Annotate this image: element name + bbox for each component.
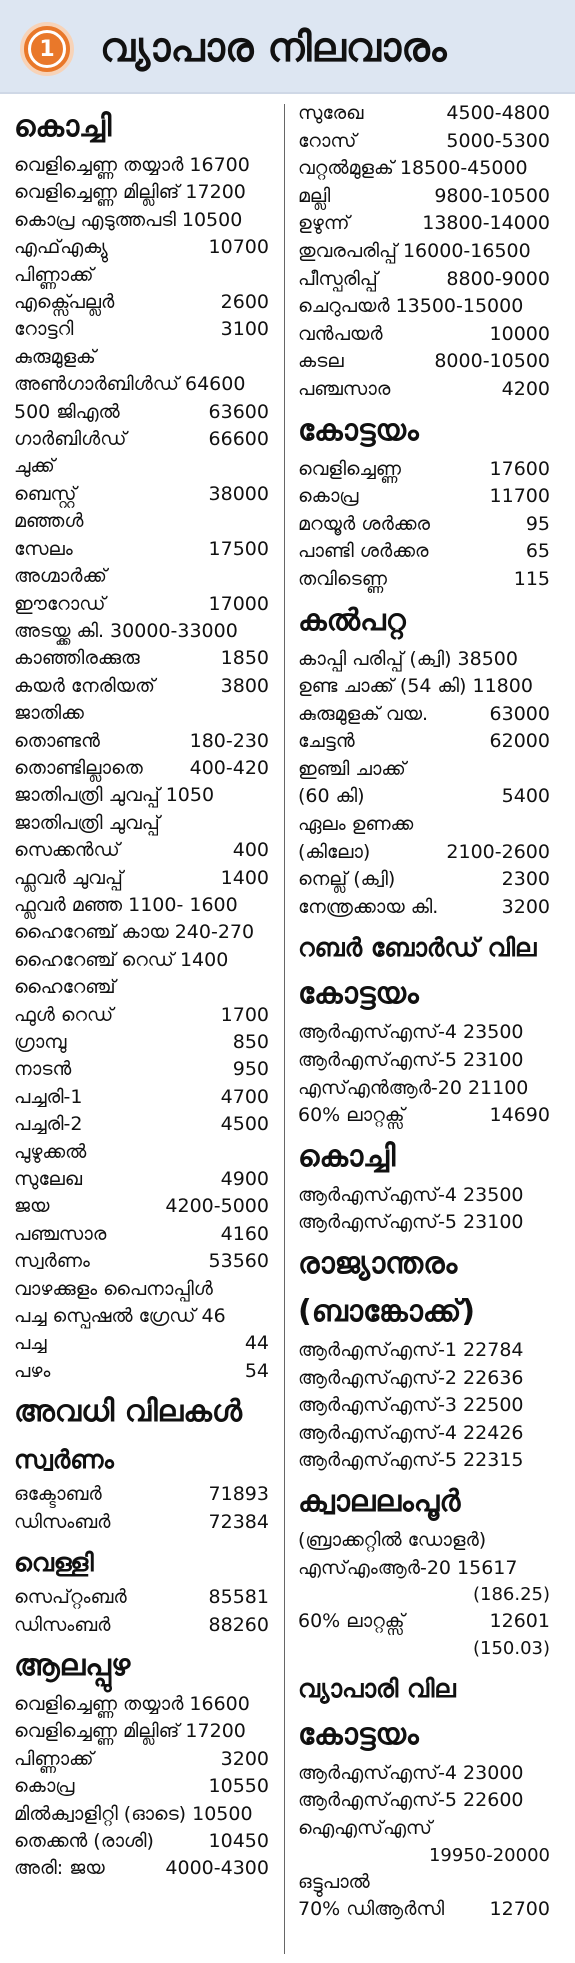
price-row bbox=[298, 183, 550, 211]
item-label: ആർഎസ്എസ്-5 23100 bbox=[298, 1211, 524, 1234]
price-row bbox=[14, 1276, 269, 1303]
item-label: (ബ്രാക്കറ്റിൽ ഡോളർ) bbox=[298, 1528, 487, 1551]
price-row bbox=[298, 155, 550, 183]
item-label: എസ്എംആർ-20 15617 bbox=[298, 1556, 518, 1579]
price-row bbox=[298, 1869, 550, 1897]
item-label: ബെസ്റ്റ് bbox=[14, 482, 77, 505]
price-row bbox=[14, 618, 269, 645]
item-price: 66600 bbox=[208, 428, 269, 451]
item-price: 180-230 bbox=[189, 729, 269, 752]
price-row bbox=[14, 645, 269, 672]
price-row bbox=[14, 1691, 269, 1718]
item-label: ഐഎസ്എസ് bbox=[298, 1816, 432, 1839]
item-price: 4160 bbox=[220, 1222, 269, 1245]
section-heading: ക്വാലലംപൂർ bbox=[298, 1483, 461, 1519]
price-row bbox=[14, 1481, 269, 1508]
item-price: 38000 bbox=[208, 482, 269, 505]
item-price: 12601 bbox=[489, 1610, 550, 1633]
item-label: ഫുൾ റെഡ് bbox=[14, 1003, 114, 1026]
item-price: 3200 bbox=[501, 895, 550, 918]
item-label: നാടൻ bbox=[14, 1058, 72, 1081]
item-label: ഉണ്ട ചാക്ക് (54 കി) 11800 bbox=[298, 675, 533, 698]
item-label: തൊണ്ടൻ bbox=[14, 729, 100, 752]
price-row bbox=[298, 1527, 550, 1555]
item-label: ആർഎസ്എസ്-4 23000 bbox=[298, 1761, 524, 1784]
item-label: ജാതിക്ക bbox=[14, 702, 84, 725]
section-heading: റബർ ബോർഡ് വില bbox=[298, 933, 537, 963]
item-label: സ്വർണം bbox=[14, 1250, 90, 1273]
section-heading: കൊച്ചി bbox=[14, 109, 112, 144]
item-price: 4200 bbox=[501, 377, 550, 400]
price-row bbox=[14, 974, 269, 1001]
item-price: 400 bbox=[232, 839, 269, 862]
price-row bbox=[298, 1365, 550, 1393]
item-price: 12700 bbox=[489, 1898, 550, 1921]
price-row bbox=[14, 344, 269, 371]
item-price: 9800-10500 bbox=[434, 184, 550, 207]
item-price: 10000 bbox=[489, 322, 550, 345]
item-label: പഞ്ചസാര bbox=[14, 1222, 107, 1245]
item-price: 65 bbox=[525, 540, 550, 563]
page-title: വ്യാപാര നിലവാരം bbox=[100, 25, 447, 71]
item-label: അൺഗാർബിൾഡ് 64600 bbox=[14, 373, 246, 396]
item-label: (60 കി) bbox=[298, 785, 365, 808]
item-label: ചേട്ടൻ bbox=[298, 730, 355, 753]
item-label: മഞ്ഞൾ bbox=[14, 510, 84, 533]
item-label: ആർഎസ്എസ്-2 22636 bbox=[298, 1366, 524, 1389]
item-label: ജയ bbox=[14, 1195, 50, 1218]
item-price: 44 bbox=[244, 1332, 269, 1355]
item-label: വെളിച്ചെണ്ണ തയ്യാർ 16700 bbox=[14, 154, 250, 176]
price-row bbox=[298, 538, 550, 566]
item-price: 4000-4300 bbox=[165, 1857, 269, 1880]
item-label: നെല്ല് (ക്വി) bbox=[298, 868, 396, 891]
item-price: 5000-5300 bbox=[446, 129, 550, 152]
item-label: ജാതിപത്രി ചുവപ്പ് 1050 bbox=[14, 784, 215, 807]
price-row bbox=[14, 755, 269, 782]
price-row bbox=[14, 563, 269, 590]
item-price: 14690 bbox=[489, 1104, 550, 1127]
price-row bbox=[14, 1084, 269, 1111]
item-price: 115 bbox=[513, 567, 550, 590]
item-price: 1400 bbox=[220, 866, 269, 889]
item-price: 3800 bbox=[220, 674, 269, 697]
price-row bbox=[298, 266, 550, 294]
price-row bbox=[14, 1248, 269, 1275]
item-price: 4900 bbox=[220, 1168, 269, 1191]
price-row bbox=[14, 481, 269, 508]
price-row bbox=[298, 1182, 550, 1210]
price-row bbox=[298, 1555, 550, 1583]
item-label: ആർഎസ്എസ്-5 22315 bbox=[298, 1449, 524, 1472]
price-row bbox=[14, 426, 269, 453]
item-price: 63600 bbox=[208, 400, 269, 423]
item-label: ജാതിപത്രി ചുവപ്പ് bbox=[14, 811, 160, 834]
item-label: പഴം bbox=[14, 1359, 51, 1382]
section-heading: കൽപറ്റ bbox=[298, 602, 406, 638]
item-price: 2100-2600 bbox=[446, 840, 550, 863]
price-row bbox=[298, 1447, 550, 1475]
item-label: ആർഎസ്എസ്-3 22500 bbox=[298, 1394, 524, 1417]
item-label: ഡിസംബർ bbox=[14, 1510, 111, 1533]
item-label: പച്ചരി-1 bbox=[14, 1085, 83, 1108]
price-row bbox=[14, 947, 269, 974]
section-heading: വ്യാപാരി വില bbox=[298, 1673, 456, 1703]
price-row bbox=[298, 1337, 550, 1365]
price-row bbox=[14, 316, 269, 343]
price-row bbox=[14, 673, 269, 700]
item-label: ചെറുപയർ 13500-15000 bbox=[298, 295, 524, 318]
price-row bbox=[14, 1166, 269, 1193]
number-badge-icon bbox=[20, 22, 74, 76]
price-row bbox=[14, 152, 269, 179]
price-row bbox=[14, 453, 269, 480]
page-header bbox=[0, 0, 575, 94]
item-label: തവിടെണ്ണ bbox=[298, 567, 387, 590]
item-price: 2600 bbox=[220, 291, 269, 314]
item-label: ഒട്ടുപാൽ bbox=[298, 1870, 370, 1893]
price-row bbox=[298, 839, 550, 867]
price-row bbox=[14, 837, 269, 864]
item-price: 2300 bbox=[501, 868, 550, 891]
right-column bbox=[298, 100, 550, 1924]
item-label: ഫ്ലവർ ചുവപ്പ് bbox=[14, 866, 123, 889]
price-row bbox=[298, 100, 550, 128]
item-label: കയർ നേരിയത് bbox=[14, 674, 155, 697]
item-label: വറ്റൽമുളക് 18500-45000 bbox=[298, 157, 528, 180]
item-label: ആർഎസ്എസ്-1 22784 bbox=[298, 1339, 524, 1361]
price-row bbox=[14, 1002, 269, 1029]
item-label: എഫ്എക്യു bbox=[14, 236, 108, 259]
item-price: 11700 bbox=[489, 485, 550, 508]
price-row bbox=[14, 591, 269, 618]
item-price: 71893 bbox=[208, 1483, 269, 1506]
item-label: മല്ലി bbox=[298, 184, 331, 207]
item-price: 4200-5000 bbox=[165, 1195, 269, 1218]
item-price: 5400 bbox=[501, 785, 550, 808]
item-label: വാഴക്കുളം പൈനാപ്പിൾ bbox=[14, 1277, 213, 1300]
section-heading: (ബാങ്കോക്ക്) bbox=[298, 1294, 476, 1329]
item-label: ഹൈറേഞ്ച് കായ 240-270 bbox=[14, 921, 255, 944]
price-row bbox=[298, 1075, 550, 1103]
price-row bbox=[14, 1746, 269, 1773]
price-row bbox=[298, 783, 550, 811]
item-label: തുവരപരിപ്പ് 16000-16500 bbox=[298, 239, 531, 262]
item-label: മിൽക്വാളിറ്റി (ഓടെ) 10500 bbox=[14, 1802, 253, 1825]
item-label: ഉഴുന്ന് bbox=[298, 212, 350, 235]
price-row bbox=[298, 1019, 550, 1047]
section-heading: കോട്ടയം bbox=[298, 976, 419, 1012]
item-label: 500 ജിഎൽ bbox=[14, 400, 120, 423]
item-label: ആർഎസ്എസ്-4 23500 bbox=[298, 1021, 524, 1044]
item-label: മറയൂർ ശർക്കര bbox=[298, 512, 431, 535]
item-price: 4700 bbox=[220, 1085, 269, 1108]
price-row bbox=[298, 1102, 550, 1130]
item-label: പിണ്ണാക്ക് bbox=[14, 1747, 94, 1770]
item-label: ഇഞ്ചി ചാക്ക് bbox=[298, 757, 406, 780]
item-price: 1850 bbox=[220, 647, 269, 670]
item-label: പച്ച bbox=[14, 1332, 47, 1355]
item-label: ഗ്രാമ്പു bbox=[14, 1031, 67, 1053]
price-row bbox=[14, 371, 269, 398]
item-label: ഈറോഡ് bbox=[14, 592, 106, 615]
item-price: 3100 bbox=[220, 318, 269, 341]
item-price: 4500-4800 bbox=[446, 102, 550, 124]
section-heading: കോട്ടയം bbox=[298, 412, 419, 448]
item-label: സേലം bbox=[14, 537, 73, 560]
price-row bbox=[14, 179, 269, 206]
price-row bbox=[14, 810, 269, 837]
price-row bbox=[14, 1509, 269, 1536]
price-row bbox=[14, 919, 269, 946]
item-price: 10550 bbox=[208, 1775, 269, 1798]
item-label: ആർഎസ്എസ്-5 23100 bbox=[298, 1049, 524, 1072]
price-row bbox=[14, 1330, 269, 1357]
price-row bbox=[298, 866, 550, 894]
price-row bbox=[298, 1420, 550, 1448]
price-row bbox=[14, 1139, 269, 1166]
price-row bbox=[298, 348, 550, 376]
item-label: കുരുമുളക് വയ. bbox=[298, 702, 429, 725]
price-row bbox=[14, 1584, 269, 1611]
price-row bbox=[298, 1209, 550, 1237]
price-row bbox=[298, 1896, 550, 1924]
item-price: 54 bbox=[244, 1359, 269, 1382]
item-label: കാപ്പി പരിപ്പ് (ക്വി) 38500 bbox=[298, 647, 518, 670]
price-row bbox=[298, 1392, 550, 1420]
item-label: കൊപ്ര bbox=[298, 485, 359, 508]
item-label: 60% ലാറ്റക്സ് bbox=[298, 1610, 405, 1633]
item-label: ആർഎസ്എസ്-4 22426 bbox=[298, 1421, 524, 1444]
item-price: 17600 bbox=[489, 457, 550, 480]
price-row bbox=[298, 701, 550, 729]
item-label: ആർഎസ്എസ്-5 22600 bbox=[298, 1789, 524, 1812]
price-row bbox=[298, 1760, 550, 1788]
item-label: കുരുമുളക് bbox=[14, 345, 96, 368]
item-label: റോസ് bbox=[298, 129, 357, 152]
item-label: ഏലം ഉണക്ക bbox=[298, 813, 414, 836]
price-row bbox=[14, 234, 269, 261]
item-price: 850 bbox=[232, 1031, 269, 1053]
item-price: 17000 bbox=[208, 592, 269, 615]
price-row bbox=[298, 728, 550, 756]
price-row bbox=[298, 210, 550, 238]
price-row bbox=[14, 1029, 269, 1056]
section-heading: അവധി വിലകൾ bbox=[14, 1394, 242, 1430]
item-label: വെളിച്ചെണ്ണ bbox=[298, 457, 401, 480]
item-label: പീസ്പരിപ്പ് bbox=[298, 267, 378, 290]
price-row bbox=[298, 293, 550, 321]
price-row bbox=[14, 1612, 269, 1639]
item-price: 1700 bbox=[220, 1003, 269, 1026]
price-row bbox=[298, 566, 550, 594]
price-row bbox=[14, 1111, 269, 1138]
item-label: ഫ്ലവർ മഞ്ഞ 1100- 1600 bbox=[14, 893, 238, 916]
price-row bbox=[298, 811, 550, 839]
item-label: പച്ച സ്പെഷൽ ഗ്രേഡ് 46 bbox=[14, 1305, 226, 1328]
item-label: ഹൈറേഞ്ച് റെഡ് 1400 bbox=[14, 948, 229, 971]
price-row bbox=[298, 376, 550, 404]
price-row bbox=[298, 756, 550, 784]
item-label: കടല bbox=[298, 350, 344, 373]
item-label: തൊണ്ടില്ലാതെ bbox=[14, 756, 143, 779]
item-label: അടയ്ക്ക കി. 30000-33000 bbox=[14, 619, 238, 642]
item-price: 4500 bbox=[220, 1113, 269, 1136]
item-label: വൻപയർ bbox=[298, 322, 383, 345]
price-row bbox=[298, 456, 550, 484]
price-row bbox=[298, 673, 550, 701]
item-price: 10450 bbox=[208, 1829, 269, 1852]
item-label: കൊപ്ര എടുത്തപടി 10500 bbox=[14, 208, 243, 231]
price-row bbox=[298, 1608, 550, 1636]
price-row bbox=[14, 1718, 269, 1745]
item-label: തെക്കൻ (രാശി) bbox=[14, 1829, 154, 1852]
sub-value: (186.25) bbox=[472, 1584, 550, 1606]
item-label: ഒക്ടോബർ bbox=[14, 1483, 102, 1506]
section-heading: ആലപ്പുഴ bbox=[14, 1647, 131, 1683]
price-row bbox=[14, 865, 269, 892]
item-label: ആർഎസ്എസ്-4 23500 bbox=[298, 1183, 524, 1206]
item-price: 85581 bbox=[208, 1586, 269, 1609]
price-row bbox=[298, 1815, 550, 1843]
item-label: 60% ലാറ്റക്സ് bbox=[298, 1104, 405, 1127]
item-price: 13800-14000 bbox=[422, 212, 550, 235]
price-row bbox=[298, 128, 550, 156]
item-label: സുരേഖ bbox=[298, 102, 364, 124]
price-row bbox=[14, 782, 269, 809]
item-label: പുഴുക്കൽ bbox=[14, 1140, 87, 1163]
item-label: പാണ്ടി ശർക്കര bbox=[298, 540, 429, 563]
item-price: 3200 bbox=[220, 1747, 269, 1770]
item-label: ഗാർബിൾഡ് bbox=[14, 428, 127, 451]
item-price: 72384 bbox=[208, 1510, 269, 1533]
price-row bbox=[14, 536, 269, 563]
item-label: പച്ചരി-2 bbox=[14, 1113, 83, 1136]
item-price: 950 bbox=[232, 1058, 269, 1081]
item-price: 400-420 bbox=[189, 756, 269, 779]
section-heading: രാജ്യാന്തരം bbox=[298, 1246, 458, 1281]
price-row bbox=[14, 1801, 269, 1828]
price-row bbox=[298, 1047, 550, 1075]
item-label: പഞ്ചസാര bbox=[298, 377, 391, 400]
price-row bbox=[14, 262, 269, 289]
price-columns bbox=[0, 100, 575, 1960]
item-label: ഹൈറേഞ്ച് bbox=[14, 976, 116, 999]
price-row bbox=[298, 511, 550, 539]
price-row bbox=[14, 508, 269, 535]
item-label: പിണ്ണാക്ക് bbox=[14, 263, 94, 286]
item-label: 70% ഡിആർസി bbox=[298, 1898, 445, 1921]
item-label: അരി: ജയ bbox=[14, 1857, 105, 1880]
price-row bbox=[14, 1221, 269, 1248]
item-label: എക്സ്പെല്ലർ bbox=[14, 291, 115, 314]
item-label: റോട്ടറി bbox=[14, 318, 74, 341]
item-label: (കിലോ) bbox=[298, 840, 371, 863]
badge-number: 1 bbox=[28, 30, 66, 68]
section-heading: കോട്ടയം bbox=[298, 1716, 419, 1752]
item-label: എസ്എൻആർ-20 21100 bbox=[298, 1076, 529, 1099]
sub-value: 19950-20000 bbox=[428, 1844, 550, 1866]
price-row bbox=[14, 700, 269, 727]
price-row bbox=[14, 728, 269, 755]
item-label: സെക്കൻഡ് bbox=[14, 839, 120, 862]
price-row bbox=[14, 1773, 269, 1800]
price-row bbox=[14, 1193, 269, 1220]
price-row bbox=[14, 1303, 269, 1330]
item-price: 62000 bbox=[489, 730, 550, 753]
item-label: അഗ്മാർക്ക് bbox=[14, 565, 107, 588]
item-label: സുലേഖ bbox=[14, 1168, 83, 1191]
price-row bbox=[14, 892, 269, 919]
section-heading: സ്വർണം bbox=[14, 1445, 114, 1475]
price-row bbox=[14, 1358, 269, 1385]
price-row bbox=[14, 1056, 269, 1083]
item-price: 63000 bbox=[489, 702, 550, 725]
price-row bbox=[14, 207, 269, 234]
item-label: ഡിസംബർ bbox=[14, 1613, 111, 1636]
item-price: 17500 bbox=[208, 537, 269, 560]
price-row bbox=[14, 1828, 269, 1855]
price-row bbox=[298, 646, 550, 674]
price-row bbox=[298, 321, 550, 349]
item-label: സെപ്റ്റംബർ bbox=[14, 1586, 127, 1609]
item-label: ചുക്ക് bbox=[14, 455, 55, 478]
section-heading: കൊച്ചി bbox=[298, 1138, 396, 1174]
item-price: 95 bbox=[525, 512, 550, 535]
item-price: 53560 bbox=[208, 1250, 269, 1273]
price-row bbox=[14, 289, 269, 316]
item-label: നേന്ത്രക്കായ കി. bbox=[298, 895, 439, 918]
item-label: വെളിച്ചെണ്ണ മില്ലിങ് 17200 bbox=[14, 181, 246, 204]
item-price: 8800-9000 bbox=[446, 267, 550, 290]
price-row bbox=[14, 1855, 269, 1882]
item-price: 10700 bbox=[208, 236, 269, 259]
sub-value: (150.03) bbox=[472, 1637, 550, 1659]
section-heading: വെള്ളി bbox=[14, 1548, 94, 1578]
price-row bbox=[14, 399, 269, 426]
price-row bbox=[298, 1787, 550, 1815]
item-price: 88260 bbox=[208, 1613, 269, 1636]
price-row bbox=[298, 238, 550, 266]
item-label: വെളിച്ചെണ്ണ മില്ലിങ് 17200 bbox=[14, 1720, 246, 1743]
left-column bbox=[14, 100, 269, 1883]
price-row bbox=[298, 483, 550, 511]
item-label: കാഞ്ഞിരക്കുരു bbox=[14, 647, 140, 670]
price-row bbox=[298, 894, 550, 922]
item-label: വെളിച്ചെണ്ണ തയ്യാർ 16600 bbox=[14, 1692, 250, 1715]
item-price: 8000-10500 bbox=[434, 350, 550, 373]
item-label: കൊപ്ര bbox=[14, 1775, 75, 1798]
